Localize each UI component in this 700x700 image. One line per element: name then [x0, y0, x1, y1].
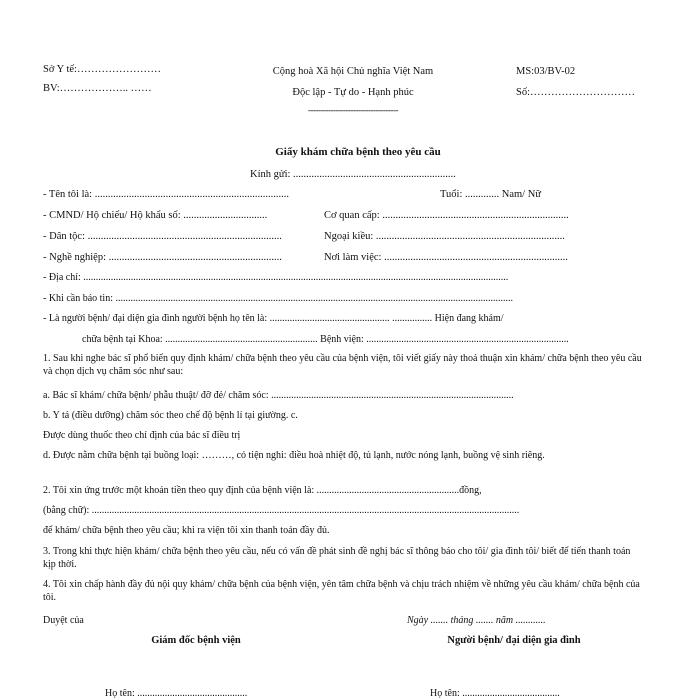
form-code: MS:03/BV-02: [516, 66, 576, 77]
header-rule: ------------------------------------: [308, 105, 398, 115]
field-nghe-nghiep: - Nghề nghiệp: ..................................................................: [43, 252, 282, 263]
duyet-cua: Duyệt của: [43, 615, 84, 626]
para-d: d. Được nằm chữa bệnh tại buồng loại: ………, có tiện nghi: điều hoà nhiệt độ, tủ lạnh, nước nóng lạnh, buồng vệ sinh riêng.: [43, 450, 545, 461]
kinh-gui: Kính gửi: ..............................................................: [250, 169, 456, 180]
para-2: 2. Tôi xin ứng trước một khoản tiền theo quy định của bệnh viện là: .........................................................đồng,: [43, 485, 482, 496]
para-1: 1. Sau khi nghe bác sĩ phổ biến quy định khám/ chữa bệnh theo yêu cầu của bệnh viện, tôi viết giấy này thoả thuận xin khám/ chữa bệnh theo yêu cầu và chọn dịch vụ chăm sóc như sau:: [43, 353, 642, 377]
field-tuoi: Tuổi: ............. Nam/ Nữ: [440, 189, 541, 200]
director-title: Giám đốc bệnh viện: [151, 635, 241, 646]
para-b: b. Y tá (điều dưỡng) chăm sóc theo chế độ bệnh lí tại giường. c.: [43, 410, 298, 421]
field-dia-chi: - Địa chỉ: ..........................................................................................................................................................................: [43, 272, 509, 283]
so-y-te: Sở Y tế:……………………: [43, 64, 161, 75]
para-c: Được dùng thuốc theo chỉ định của bác sĩ điều trị: [43, 430, 241, 441]
para-a: a. Bác sĩ khám/ chữa bệnh/ phẫu thuật/ đỡ đẻ/ chăm sóc: .................................................................................................: [43, 390, 514, 401]
ho-ten-right: Họ tên: .......................................: [430, 688, 560, 699]
date-line: Ngày ....... tháng ....... năm ............: [407, 615, 546, 626]
ho-ten-left: Họ tên: ............................................: [105, 688, 248, 699]
motto: Độc lập - Tự do - Hạnh phúc: [292, 87, 414, 98]
field-co-quan: Cơ quan cấp: .......................................................................: [324, 210, 569, 221]
para-4: 4. Tôi xin chấp hành đầy đủ nội quy khám/ chữa bệnh của bệnh viện, yên tâm chữa bệnh và chịu trách nhiệm về những yêu cầu khám/ chữa bệnh của tôi.: [43, 579, 640, 603]
field-nguoi-benh: - Là người bệnh/ đại diện gia đình người bệnh họ tên là: ................................................ ................ Hiện đang khám/: [43, 313, 504, 324]
document-title: Giấy khám chữa bệnh theo yêu cầu: [275, 146, 441, 158]
de-kham: để khám/ chữa bệnh theo yêu cầu; khi ra viện tôi xin thanh toán đầy đủ.: [43, 525, 330, 536]
field-cmnd: - CMND/ Hộ chiếu/ Hộ khẩu số: ................................: [43, 210, 268, 221]
so-number: Số:…………………………: [516, 87, 636, 98]
field-ngoai-kieu: Ngoại kiều: ........................................................................: [324, 231, 565, 242]
patient-title: Người bệnh/ đại diện gia đình: [447, 635, 581, 646]
field-dan-toc: - Dân tộc: ..........................................................................: [43, 231, 282, 242]
benh-vien: BV:……………….. ……: [43, 83, 152, 94]
republic-name: Cộng hoà Xã hội Chủ nghĩa Việt Nam: [272, 66, 434, 77]
field-chua-benh: chữa bệnh tại Khoa: ............................................................. Bệnh viện: .................................................................................: [82, 334, 569, 345]
field-ten: - Tên tôi là: ..........................................................................: [43, 189, 289, 200]
field-noi-lam-viec: Nơi làm việc: ......................................................................: [324, 252, 568, 263]
para-3: 3. Trong khi thực hiện khám/ chữa bệnh theo yêu cầu, nếu có vấn đề phát sinh đề nghị bác sĩ thông báo cho tôi/ gia đình tôi/ biết để tiến thanh toán kịp thời.: [43, 546, 631, 570]
bang-chu: (bằng chữ): ...........................................................................................................................................................................: [43, 505, 520, 516]
field-khi-can: - Khi cần báo tin: ...............................................................................................................................................................: [43, 293, 513, 304]
